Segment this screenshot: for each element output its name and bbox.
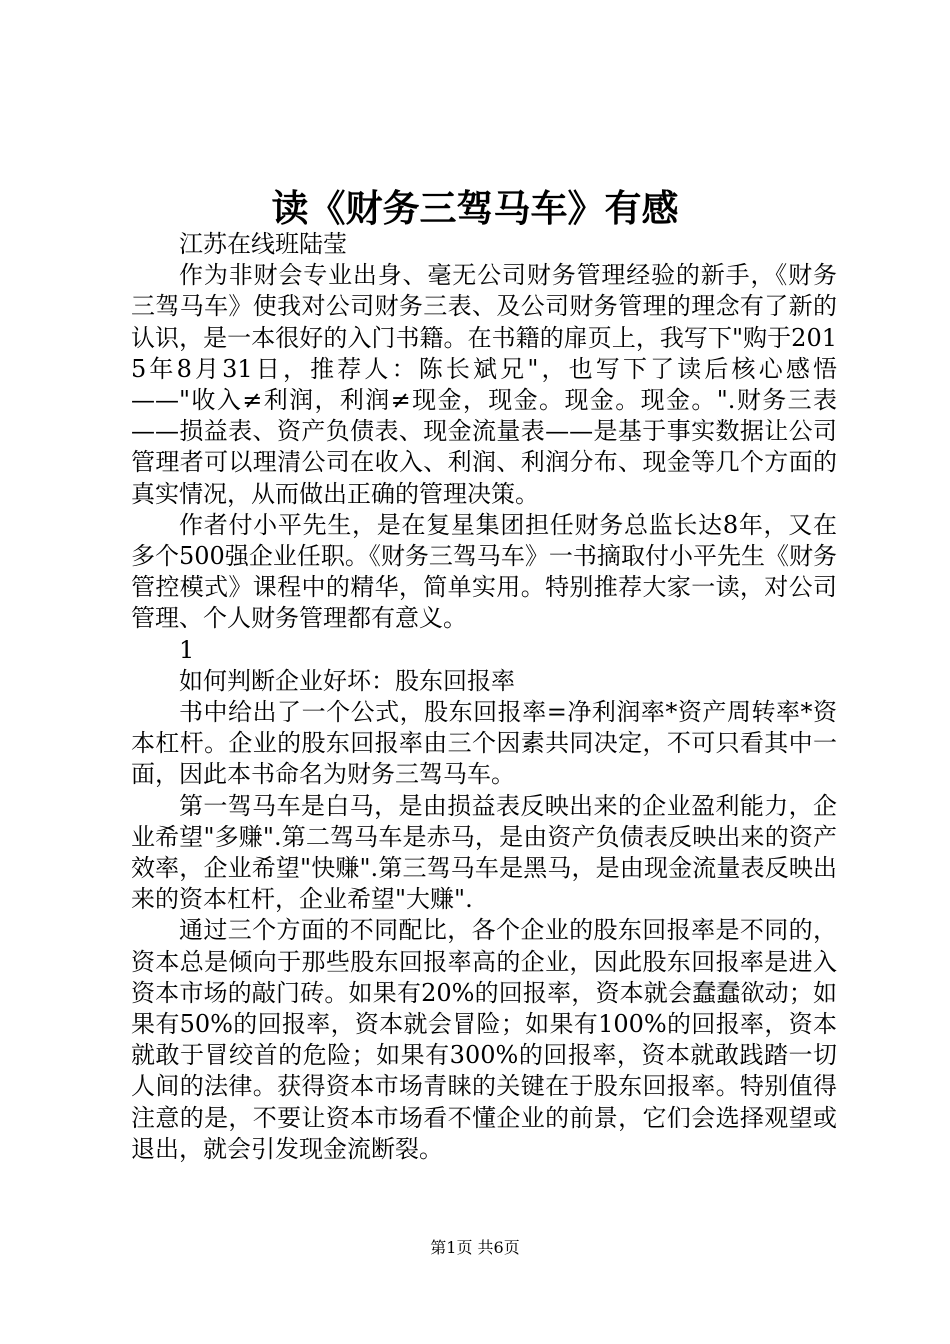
document-title: 读《财务三驾马车》有感 (271, 186, 679, 230)
body-paragraph: 书中给出了一个公式，股东回报率=净利润率*资产周转率*资本杠杆。企业的股东回报率由三个因素共同决定，不可只看其中一面，因此本书命名为财务三驾马车。 (131, 698, 837, 789)
section-heading: 如何判断企业好坏：股东回报率 (179, 666, 515, 695)
body-paragraph: 通过三个方面的不同配比，各个企业的股东回报率是不同的，资本总是倾向于那些股东回报率高的企业，因此股东回报率是进入资本市场的敲门砖。如果有20%的回报率，资本就会蠢蠢欲动；如果有50%的回报率，资本就会冒险；如果有100%的回报率，资本就敢于冒绞首的危险；如果有300%的回报率，资本就敢践踏一切人间的法律。获得资本市场青睐的关键在于股东回报率。特别值得注意的是，不要让资本市场看不懂企业的前景，它们会选择观望或退出，就会引发现金流断裂。 (131, 916, 837, 1163)
author-line: 江苏在线班陆莹 (179, 230, 347, 258)
body-paragraph: 作为非财会专业出身、毫无公司财务管理经验的新手，《财务三驾马车》使我对公司财务三表、及公司财务管理的理念有了新的认识，是一本很好的入门书籍。在书籍的扉页上，我写下"购于2015年8月31日，推荐人：陈长斌兄"，也写下了读后核心感悟——"收入≠利润，利润≠现金，现金。现金。现金。".财务三表——损益表、资产负债表、现金流量表——是基于事实数据让公司管理者可以理清公司在收入、利润、利润分布、现金等几个方面的真实情况，从而做出正确的管理决策。 (131, 261, 837, 508)
page-footer: 第1页 共6页 (430, 1238, 520, 1257)
body-paragraph: 第一驾马车是白马，是由损益表反映出来的企业盈利能力，企业希望"多赚".第二驾马车是赤马，是由资产负债表反映出来的资产效率，企业希望"快赚".第三驾马车是黑马，是由现金流量表反映出来的资本杠杆，企业希望"大赚". (131, 791, 837, 914)
section-number: 1 (179, 635, 195, 664)
body-paragraph: 作者付小平先生，是在复星集团担任财务总监长达8年，又在多个500强企业任职。《财务三驾马车》一书摘取付小平先生《财务管控模式》课程中的精华，简单实用。特别推荐大家一读，对公司管理、个人财务管理都有意义。 (131, 510, 837, 633)
document-body (131, 229, 837, 1165)
